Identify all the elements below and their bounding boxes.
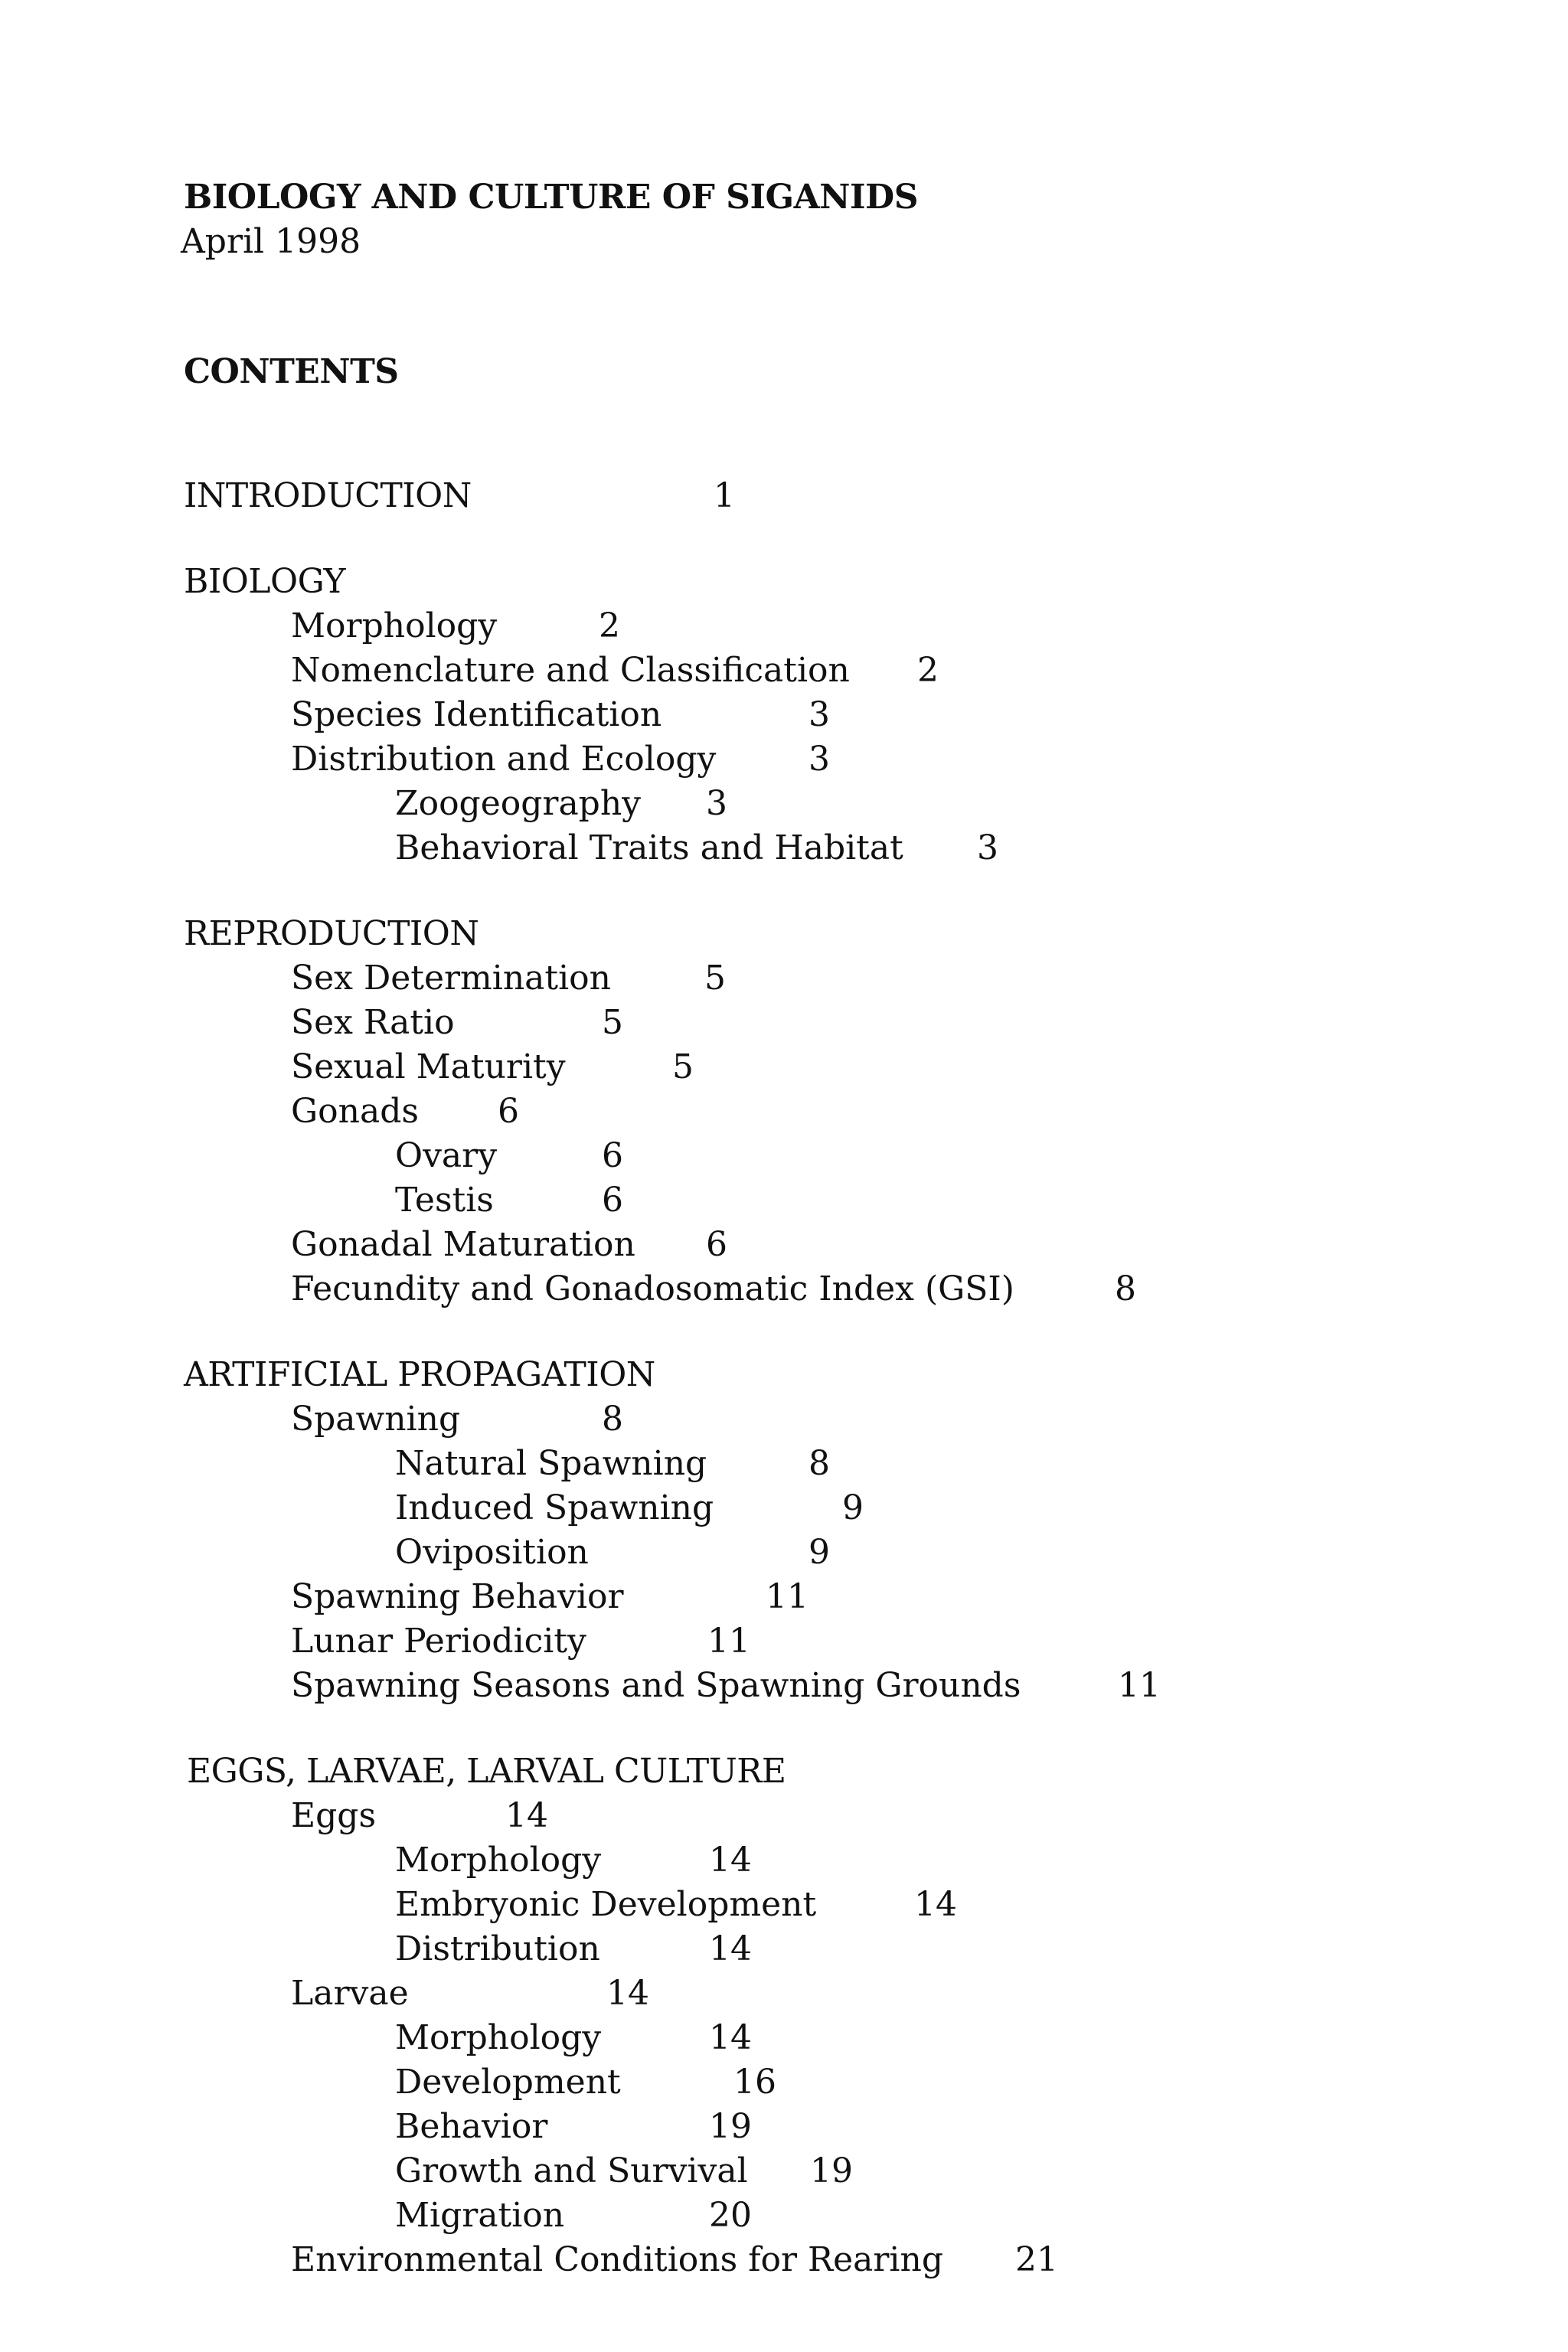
toc-page-number: 3 bbox=[706, 784, 727, 823]
toc-entry bbox=[0, 651, 1568, 691]
toc-page-number: 8 bbox=[602, 1400, 623, 1439]
toc-entry-label: Distribution bbox=[395, 1929, 600, 1968]
toc-page-number: 11 bbox=[1118, 1666, 1161, 1705]
document-date: April 1998 bbox=[181, 222, 361, 261]
toc-entry-label: Ovary bbox=[395, 1136, 498, 1175]
toc-entry bbox=[0, 1796, 1568, 1836]
toc-page-number: 5 bbox=[602, 1003, 623, 1042]
document-title: BIOLOGY AND CULTURE OF SIGANIDS bbox=[184, 178, 918, 217]
toc-entry bbox=[0, 1092, 1568, 1132]
toc-entry-label: Morphology bbox=[395, 2018, 602, 2057]
toc-entry-label: Gonads bbox=[291, 1092, 419, 1131]
toc-entry-label: Sex Ratio bbox=[291, 1003, 455, 1042]
toc-page-number: 6 bbox=[706, 1225, 727, 1264]
toc-entry-label: Development bbox=[395, 2063, 621, 2102]
toc-entry bbox=[0, 1444, 1568, 1484]
toc-entry bbox=[0, 740, 1568, 779]
toc-page-number: 19 bbox=[709, 2107, 752, 2146]
toc-entry bbox=[0, 2063, 1568, 2102]
toc-entry-label: INTRODUCTION bbox=[184, 476, 472, 515]
toc-entry bbox=[0, 1841, 1568, 1880]
toc-entry bbox=[0, 2107, 1568, 2147]
toc-page-number: 14 bbox=[914, 1885, 957, 1924]
toc-entry bbox=[0, 1047, 1568, 1087]
toc-page-number: 8 bbox=[1115, 1269, 1136, 1308]
toc-entry-label: Environmental Conditions for Rearing bbox=[291, 2240, 944, 2279]
toc-entry-label: Induced Spawning bbox=[395, 1488, 714, 1527]
toc-page-number: 9 bbox=[808, 1533, 830, 1572]
toc-page-number: 5 bbox=[672, 1047, 694, 1086]
toc-entry bbox=[0, 1666, 1568, 1706]
toc-page-number: 5 bbox=[704, 959, 726, 998]
toc-page-number: 6 bbox=[498, 1092, 519, 1131]
toc-entry-label: Morphology bbox=[291, 606, 498, 645]
toc-entry-label: ARTIFICIAL PROPAGATION bbox=[184, 1355, 655, 1394]
toc-section-heading bbox=[0, 476, 1568, 516]
toc-page-number: 3 bbox=[808, 740, 830, 779]
toc-entry-label: Larvae bbox=[291, 1974, 409, 2013]
toc-section-heading bbox=[0, 1752, 1568, 1792]
toc-entry-label: Lunar Periodicity bbox=[291, 1622, 586, 1661]
toc-page-number: 14 bbox=[709, 1929, 752, 1968]
toc-entry bbox=[0, 1885, 1568, 1925]
toc-page-number: 3 bbox=[808, 695, 830, 734]
toc-entry bbox=[0, 1003, 1568, 1043]
toc-page-number: 16 bbox=[733, 2063, 776, 2102]
toc-entry-label: Behavior bbox=[395, 2107, 548, 2146]
toc-page-number: 9 bbox=[842, 1488, 864, 1527]
toc-page-number: 6 bbox=[602, 1136, 623, 1175]
toc-page-number: 8 bbox=[808, 1444, 830, 1483]
toc-section-heading bbox=[0, 1355, 1568, 1395]
toc-entry-label: Zoogeography bbox=[395, 784, 642, 823]
toc-entry-label: Gonadal Maturation bbox=[291, 1225, 635, 1264]
toc-page-number: 20 bbox=[709, 2196, 752, 2235]
toc-entry bbox=[0, 1488, 1568, 1528]
toc-entry-label: Sexual Maturity bbox=[291, 1047, 566, 1086]
toc-page-number: 14 bbox=[709, 2018, 752, 2057]
toc-entry bbox=[0, 2196, 1568, 2236]
toc-entry bbox=[0, 2240, 1568, 2280]
toc-entry-label: BIOLOGY bbox=[184, 562, 345, 601]
toc-page-number: 2 bbox=[599, 606, 620, 645]
toc-entry bbox=[0, 1533, 1568, 1573]
toc-entry bbox=[0, 828, 1568, 868]
toc-entry bbox=[0, 606, 1568, 646]
toc-entry-label: Sex Determination bbox=[291, 959, 611, 998]
toc-entry bbox=[0, 1181, 1568, 1220]
toc-page-number: 2 bbox=[917, 651, 939, 690]
toc-entry-label: Distribution and Ecology bbox=[291, 740, 717, 779]
toc-page-number: 11 bbox=[707, 1622, 750, 1661]
toc-entry bbox=[0, 1269, 1568, 1309]
toc-entry-label: Morphology bbox=[395, 1841, 602, 1880]
toc-entry-label: Fecundity and Gonadosomatic Index (GSI) bbox=[291, 1269, 1014, 1308]
toc-page-number: 1 bbox=[714, 476, 735, 515]
toc-entry-label: Natural Spawning bbox=[395, 1444, 707, 1483]
toc-page-number: 21 bbox=[1015, 2240, 1058, 2279]
toc-entry-label: Species Identification bbox=[291, 695, 662, 734]
toc-entry-label: Spawning bbox=[291, 1400, 461, 1439]
toc-entry-label: Embryonic Development bbox=[395, 1885, 817, 1924]
toc-entry-label: Oviposition bbox=[395, 1533, 589, 1572]
toc-entry bbox=[0, 959, 1568, 998]
toc-entry bbox=[0, 2151, 1568, 2191]
toc-page-number: 14 bbox=[606, 1974, 649, 2013]
toc-page-number: 14 bbox=[709, 1841, 752, 1880]
toc-entry bbox=[0, 1577, 1568, 1617]
toc-entry-label: Migration bbox=[395, 2196, 565, 2235]
toc-entry bbox=[0, 784, 1568, 824]
toc-entry-label: Growth and Survival bbox=[395, 2151, 748, 2190]
toc-entry-label: EGGS, LARVAE, LARVAL CULTURE bbox=[187, 1752, 786, 1791]
toc-entry bbox=[0, 695, 1568, 735]
toc-entry-label: Nomenclature and Classification bbox=[291, 651, 850, 690]
toc-entry bbox=[0, 2018, 1568, 2058]
toc-section-heading bbox=[0, 562, 1568, 602]
toc-entry-label: Spawning Behavior bbox=[291, 1577, 624, 1616]
toc-entry bbox=[0, 1622, 1568, 1661]
toc-entry bbox=[0, 1136, 1568, 1176]
toc-page-number: 11 bbox=[766, 1577, 808, 1616]
contents-heading: CONTENTS bbox=[184, 352, 399, 391]
toc-entry-label: Spawning Seasons and Spawning Grounds bbox=[291, 1666, 1021, 1705]
toc-page-number: 14 bbox=[505, 1796, 548, 1835]
toc-page-number: 6 bbox=[602, 1181, 623, 1220]
toc-entry-label: REPRODUCTION bbox=[184, 914, 479, 953]
toc-section-heading bbox=[0, 914, 1568, 954]
toc-entry-label: Eggs bbox=[291, 1796, 377, 1835]
toc-entry bbox=[0, 1929, 1568, 1969]
toc-entry-label: Testis bbox=[395, 1181, 494, 1220]
toc-entry bbox=[0, 1225, 1568, 1265]
toc-entry bbox=[0, 1974, 1568, 2014]
toc-page-number: 3 bbox=[977, 828, 998, 867]
toc-entry-label: Behavioral Traits and Habitat bbox=[395, 828, 903, 867]
toc-entry bbox=[0, 1400, 1568, 1439]
toc-page-number: 19 bbox=[810, 2151, 853, 2190]
